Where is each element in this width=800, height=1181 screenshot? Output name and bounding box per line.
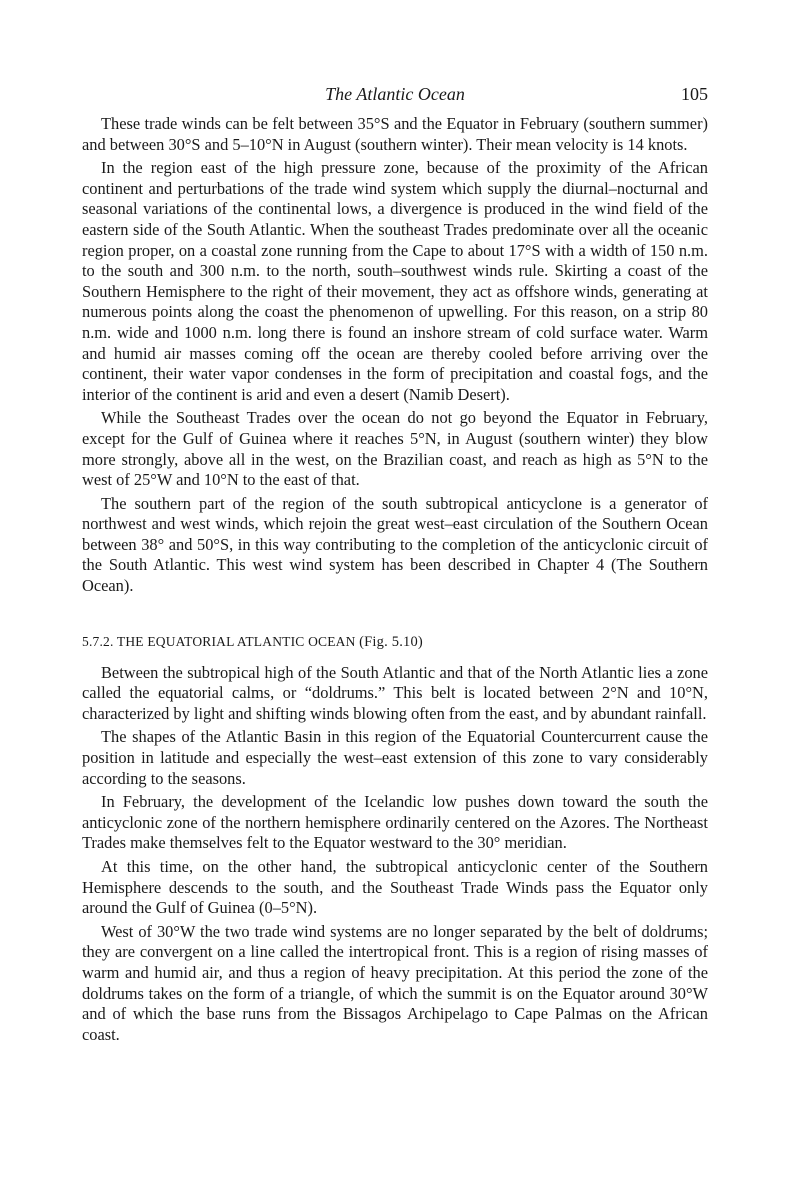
page-number: 105 — [681, 84, 708, 104]
running-title: The Atlantic Ocean — [325, 84, 465, 104]
body-text — [82, 114, 708, 1045]
paragraph: In February, the development of the Icelandic low pushes down toward the south the anticyclonic zone of the northern hemisphere ordinarily centered on the Azores. The Northeast Trades make themselves felt to the Equator westward to the 30° meridian. — [82, 792, 708, 853]
paragraph: Between the subtropical high of the South Atlantic and that of the North Atlantic lies a zone called the equatorial calms, or “doldrums.” This belt is located between 2°N and 10°N, characterized by light and shifting winds blowing often from the east, and by abundant rainfall. — [82, 662, 708, 723]
running-head — [82, 84, 708, 114]
section-heading — [82, 633, 708, 651]
section-heading-text: 5.7.2. THE EQUATORIAL ATLANTIC OCEAN — [82, 633, 356, 649]
paragraph: At this time, on the other hand, the subtropical anticyclonic center of the Southern Hemisphere descends to the south, and the Southeast Trade Winds pass the Equator only around the Gulf of Guinea (0–5°N). — [82, 857, 708, 918]
paragraph: The shapes of the Atlantic Basin in this region of the Equatorial Countercurrent cause the position in latitude and especially the west–east extension of this zone to vary considerably according to the seasons. — [82, 727, 708, 788]
book-page — [82, 84, 708, 1048]
paragraph: West of 30°W the two trade wind systems are no longer separated by the belt of doldrums; they are convergent on a line called the intertropical front. This is a region of rising masses of warm and humid air, and thus a region of heavy precipitation. At this period the zone of the doldrums takes on the form of a triangle, of which the summit is on the Equator around 30°W and of which the base runs from the Bissagos Archipelago to Cape Palmas on the African coast. — [82, 921, 708, 1044]
paragraph: The southern part of the region of the south subtropical anticyclone is a generator of northwest and west winds, which rejoin the great west–east circulation of the Southern Ocean between 38° and 50°S, in this way contributing to the completion of the anticyclonic circuit of the South Atlantic. This west wind system has been described in Chapter 4 (The Southern Ocean). — [82, 493, 708, 596]
figure-reference: (Fig. 5.10) — [359, 633, 423, 650]
paragraph: These trade winds can be felt between 35°S and the Equator in February (southern summer) and between 30°S and 5–10°N in August (southern winter). Their mean velocity is 14 knots. — [82, 114, 708, 154]
paragraph: While the Southeast Trades over the ocean do not go beyond the Equator in February, except for the Gulf of Guinea where it reaches 5°N, in August (southern winter) they blow more strongly, above all in the west, on the Brazilian coast, and reach as high as 5°N to the west of 25°W and 10°N to the east of that. — [82, 408, 708, 490]
paragraph: In the region east of the high pressure zone, because of the proximity of the African continent and perturbations of the trade wind system which supply the diurnal–nocturnal and seasonal variations of the continental lows, a divergence is produced in the wind field of the eastern side of the South Atlantic. When the southeast Trades predominate over all the oceanic region proper, on a coastal zone running from the Cape to about 17°S with a width of 150 n.m. to the south and 300 n.m. to the north, south–southwest winds rule. Skirting a coast of the Southern Hemisphere to the right of their movement, they act as offshore winds, generating at numerous points along the coast the phenomenon of upwelling. For this reason, on a strip 80 n.m. wide and 1000 n.m. long there is found an inshore stream of cold surface water. Warm and humid air masses coming off the ocean are thereby cooled before arriving over the continent, their water vapor condenses in the form of precipitation and coastal fogs, and the interior of the continent is arid and even a desert (Namib Desert). — [82, 158, 708, 404]
